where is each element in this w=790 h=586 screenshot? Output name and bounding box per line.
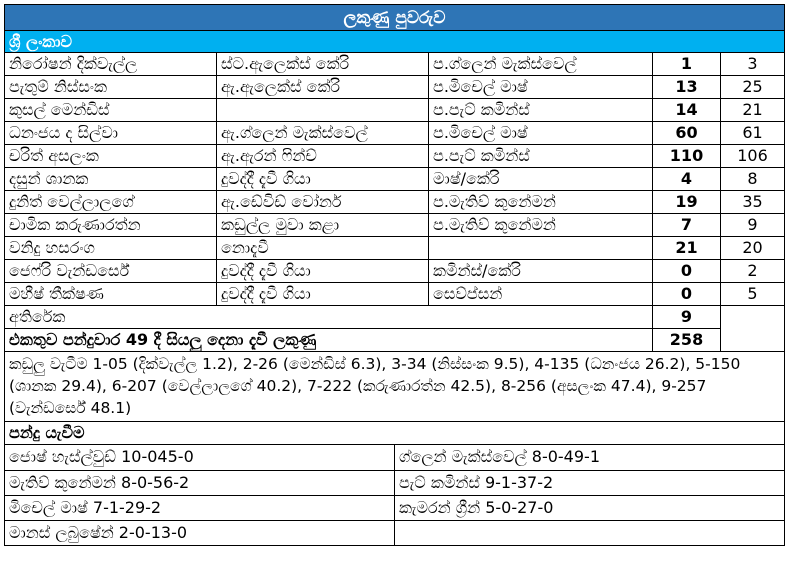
- title-row: [5, 5, 785, 31]
- batter-name: ධනංජය ද සිල්වා: [5, 122, 217, 145]
- bowler: [429, 237, 653, 260]
- bowler-figures: කැමරන් ග්‍රීන් 5-0-27-0: [395, 495, 785, 520]
- batter-name: ජෙෆ්රි වැන්ඩර්සේ: [5, 260, 217, 283]
- bowler: ප.පැට් කමින්ස්: [429, 145, 653, 168]
- batter-name: චාමික කරුණාරත්න: [5, 214, 217, 237]
- balls: 61: [721, 122, 785, 145]
- bowler-figures: මැතිව් කුනේමන් 8-0-56-2: [5, 470, 395, 495]
- bowler-figures: ග්ලෙන් මැක්ස්වෙල් 8-0-49-1: [395, 445, 785, 470]
- balls: 35: [721, 191, 785, 214]
- batter-name: වනිදු හසරංග: [5, 237, 217, 260]
- team-name: ශ්‍රී ලංකාව: [5, 31, 785, 53]
- bowler-figures: ජොෂ් හැස්ල්වුඩ් 10-045-0: [5, 445, 395, 470]
- total-label: එකතුව පන්දුවාර 49 දී සියලු දෙනා දැවී ලකුණු: [5, 329, 653, 352]
- batter-name: චරිත් අසලංක: [5, 145, 217, 168]
- dismissal: දුවද්දී දැවී ගියා: [217, 168, 429, 191]
- bowling-heading: පන්දු යැවීම: [5, 422, 785, 445]
- batting-row: [5, 168, 785, 191]
- dismissal: ඇ.ඩේවිඩ් වෝනර්: [217, 191, 429, 214]
- bowler: ප.ග්ලෙන් මැක්ස්වෙල්: [429, 53, 653, 76]
- dismissal: ස්ට.ඇලෙක්ස් කේරි: [217, 53, 429, 76]
- bowling-row: [5, 495, 785, 520]
- team-row: [5, 31, 785, 53]
- bowling-row: [5, 520, 785, 545]
- runs: 13: [653, 76, 721, 99]
- balls: 9: [721, 214, 785, 237]
- batting-row: [5, 191, 785, 214]
- bowler-figures: මානස් ලබුෂේන් 2-0-13-0: [5, 520, 395, 545]
- batter-name: දසුන් ශානක: [5, 168, 217, 191]
- batting-row: [5, 145, 785, 168]
- bowler: මාෂ්/කේරි: [429, 168, 653, 191]
- batting-row: [5, 122, 785, 145]
- dismissal: [217, 99, 429, 122]
- balls: 2: [721, 260, 785, 283]
- batter-name: මහීෂ් තීක්ෂණ: [5, 283, 217, 306]
- runs: 4: [653, 168, 721, 191]
- runs: 1: [653, 53, 721, 76]
- batting-row: [5, 283, 785, 306]
- runs: 60: [653, 122, 721, 145]
- balls: 21: [721, 99, 785, 122]
- bowling-heading-row: [5, 422, 785, 445]
- balls: 25: [721, 76, 785, 99]
- bowler-figures: [395, 520, 785, 545]
- runs: 110: [653, 145, 721, 168]
- batter-name: දුනිත් වෙල්ලාලගේ: [5, 191, 217, 214]
- extras-label: අතිරේක: [5, 306, 653, 329]
- total-value: 258: [653, 329, 721, 352]
- bowler: ප.මැතිව් කුනේමන්: [429, 214, 653, 237]
- scorecard-table: [4, 4, 785, 445]
- batting-row: [5, 214, 785, 237]
- dismissal: දුවද්දී දැවී ගියා: [217, 283, 429, 306]
- batter-name: කුසල් මෙන්ඩිස්: [5, 99, 217, 122]
- bowler: ප.මැතිව් කුනේමන්: [429, 191, 653, 214]
- empty-cell: [721, 306, 785, 352]
- total-row: [5, 329, 785, 352]
- runs: 19: [653, 191, 721, 214]
- bowler: ප.මිචෙල් මාෂ්: [429, 76, 653, 99]
- balls: 106: [721, 145, 785, 168]
- runs: 0: [653, 283, 721, 306]
- scorecard: [4, 4, 784, 546]
- dismissal: ඇ.ඇලෙක්ස් කේරි: [217, 76, 429, 99]
- fow-row: [5, 352, 785, 422]
- batting-row: [5, 260, 785, 283]
- balls: 20: [721, 237, 785, 260]
- dismissal: නොදැවී: [217, 237, 429, 260]
- batting-row: [5, 99, 785, 122]
- dismissal: ඇ.ග්ලෙන් මැක්ස්වෙල්: [217, 122, 429, 145]
- bowler-figures: පැට් කමින්ස් 9-1-37-2: [395, 470, 785, 495]
- runs: 21: [653, 237, 721, 260]
- dismissal: කඩුල්ල මුවා කළා: [217, 214, 429, 237]
- batting-row: [5, 53, 785, 76]
- bowler: කමින්ස්/කේරි: [429, 260, 653, 283]
- bowling-row: [5, 470, 785, 495]
- bowling-table: [4, 445, 785, 546]
- extras-value: 9: [653, 306, 721, 329]
- runs: 7: [653, 214, 721, 237]
- dismissal: ඇ.ඇරන් ෆින්ච්: [217, 145, 429, 168]
- balls: 8: [721, 168, 785, 191]
- fall-of-wickets: කඩුලු වැටීම 1-05 (දික්වැල්ල 1.2), 2-26 (මෙන්ඩිස් 6.3), 3-34 (නිස්සංක 9.5), 4-135 (ධනංජය 26.2), 5-150 (ශානක 29.4), 6-207 (වෙල්ලාලගේ 40.2), 7-222 (කරුණාරත්න 42.5), 8-256 (අසලංක 47.4), 9-257 (වැන්ඩර්සේ 48.1): [5, 352, 785, 422]
- balls: 3: [721, 53, 785, 76]
- bowler: ප.මිචෙල් මාෂ්: [429, 122, 653, 145]
- bowler: ප.පැට් කමින්ස්: [429, 99, 653, 122]
- extras-row: [5, 306, 785, 329]
- runs: 0: [653, 260, 721, 283]
- dismissal: දුවද්දී දැවී ගියා: [217, 260, 429, 283]
- scorecard-title: ලකුණු පුවරුව: [5, 5, 785, 31]
- bowler-figures: මිචෙල් මාෂ් 7-1-29-2: [5, 495, 395, 520]
- bowling-row: [5, 445, 785, 470]
- balls: 5: [721, 283, 785, 306]
- runs: 14: [653, 99, 721, 122]
- batter-name: නිරෝෂන් දික්වැල්ල: [5, 53, 217, 76]
- batter-name: පැතුම් නිස්සංක: [5, 76, 217, 99]
- bowler: සෙව්ප්සන්: [429, 283, 653, 306]
- batting-row: [5, 76, 785, 99]
- batting-row: [5, 237, 785, 260]
